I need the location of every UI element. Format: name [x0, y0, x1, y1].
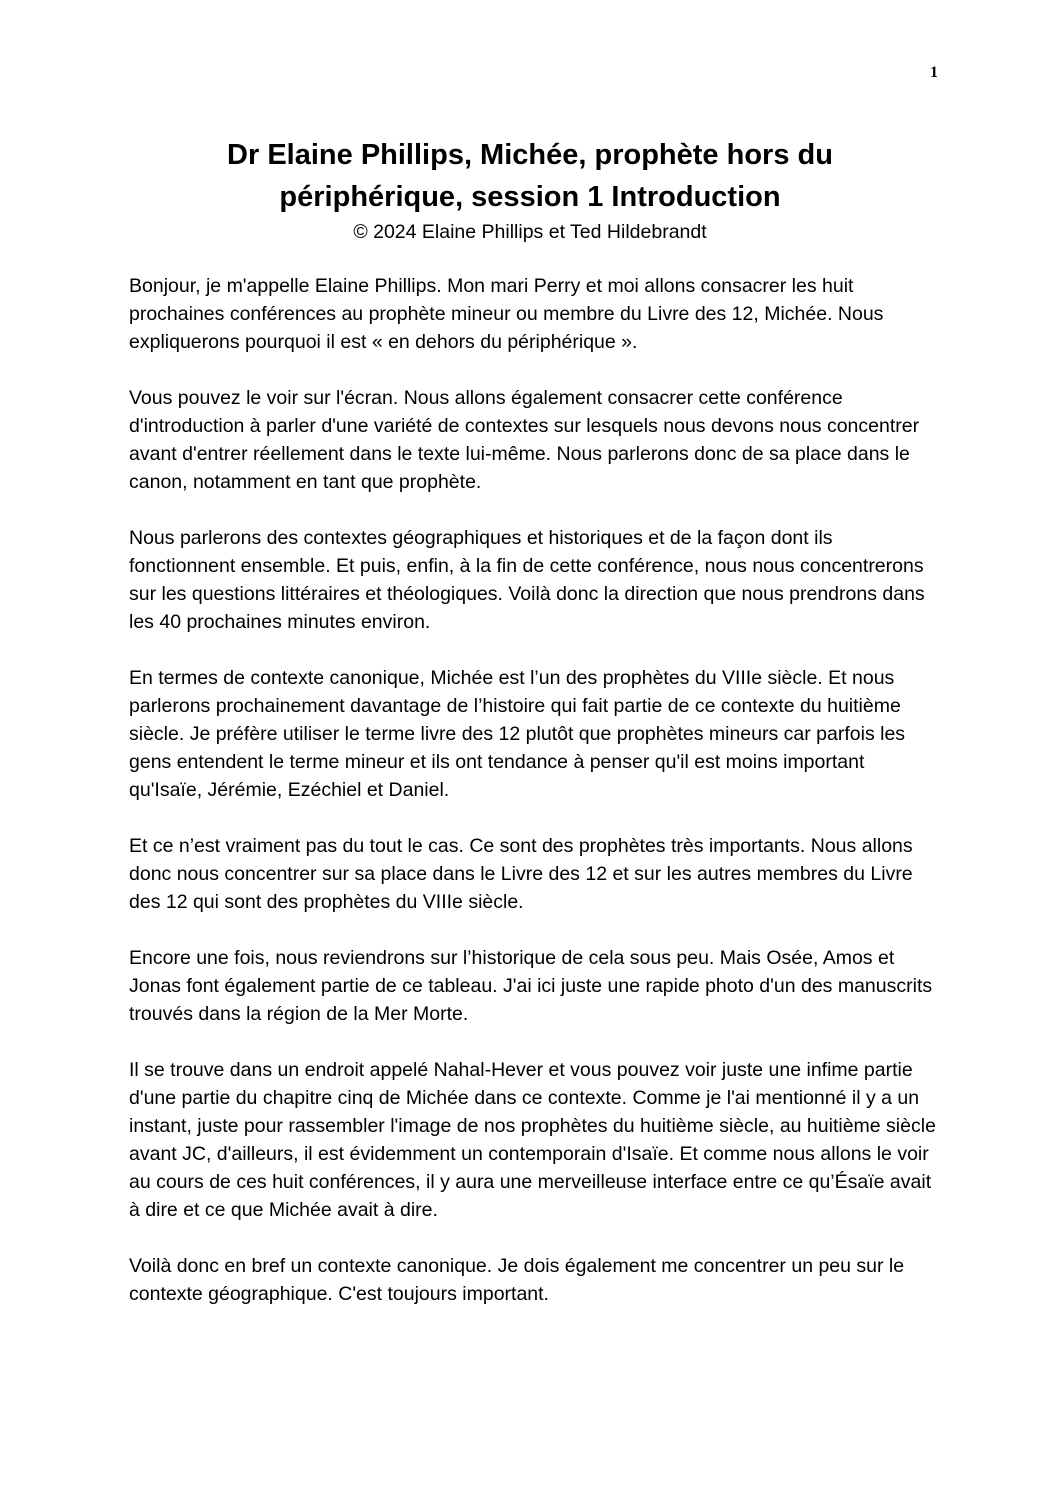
- paragraph: En termes de contexte canonique, Michée est l’un des prophètes du VIIIe siècle. Et nous parlerons prochainement davantage de l’histoire qui fait partie de ce contexte du huitième siècle. Je préfère utiliser le terme livre des 12 plutôt que prophètes mineurs car parfois les gens entendent le terme mineur et ils ont tendance à penser qu'il est moins important qu'Isaïe, Jérémie, Ezéchiel et Daniel.: [129, 667, 906, 801]
- paragraph: Et ce n’est vraiment pas du tout le cas. Ce sont des prophètes très importants. Nous allons donc nous concentrer sur sa place dans le Livre des 12 et sur les autres membres du Livre des 12 qui sont des prophètes du VIIIe siècle.: [129, 835, 913, 913]
- document-body: [129, 272, 939, 1336]
- paragraph: Vous pouvez le voir sur l'écran. Nous allons également consacrer cette conférence d'introduction à parler d'une variété de contextes sur lesquels nous devons nous concentrer avant d'entrer réellement dans le texte lui-même. Nous parlerons donc de sa place dans le canon, notamment en tant que prophète.: [129, 387, 920, 493]
- paragraph: Voilà donc en bref un contexte canonique. Je dois également me concentrer un peu sur le contexte géographique. C'est toujours important.: [129, 1255, 905, 1305]
- page-number: 1: [930, 64, 938, 81]
- paragraph: Bonjour, je m'appelle Elaine Phillips. Mon mari Perry et moi allons consacrer les huit prochaines conférences au prophète mineur ou membre du Livre des 12, Michée. Nous expliquerons pourquoi il est « en dehors du périphérique ».: [129, 275, 884, 353]
- paragraph: Encore une fois, nous reviendrons sur l’historique de cela sous peu. Mais Osée, Amos et Jonas font également partie de ce tableau. J'ai ici juste une rapide photo d'un des manuscrits trouvés dans la région de la Mer Morte.: [129, 947, 933, 1025]
- copyright-line: © 2024 Elaine Phillips et Ted Hildebrandt: [353, 221, 707, 243]
- paragraph: Il se trouve dans un endroit appelé Nahal-Hever et vous pouvez voir juste une infime partie d'une partie du chapitre cinq de Michée dans ce contexte. Comme je l'ai mentionné il y a un instant, juste pour rassembler l'image de nos prophètes du huitième siècle, au huitième siècle avant JC, d'ailleurs, il est évidemment un contemporain d'Isaïe. Et comme nous allons le voir au cours de ces huit conférences, il y aura une merveilleuse interface entre ce qu’Ésaïe avait à dire et ce que Michée avait à dire.: [129, 1059, 936, 1221]
- paragraph: Nous parlerons des contextes géographiques et historiques et de la façon dont ils fonctionnent ensemble. Et puis, enfin, à la fin de cette conférence, nous nous concentrerons sur les questions littéraires et théologiques. Voilà donc la direction que nous prendrons dans les 40 prochaines minutes environ.: [129, 527, 925, 633]
- document-title: Dr Elaine Phillips, Michée, prophète hors du périphérique, session 1 Introduction: [227, 139, 833, 213]
